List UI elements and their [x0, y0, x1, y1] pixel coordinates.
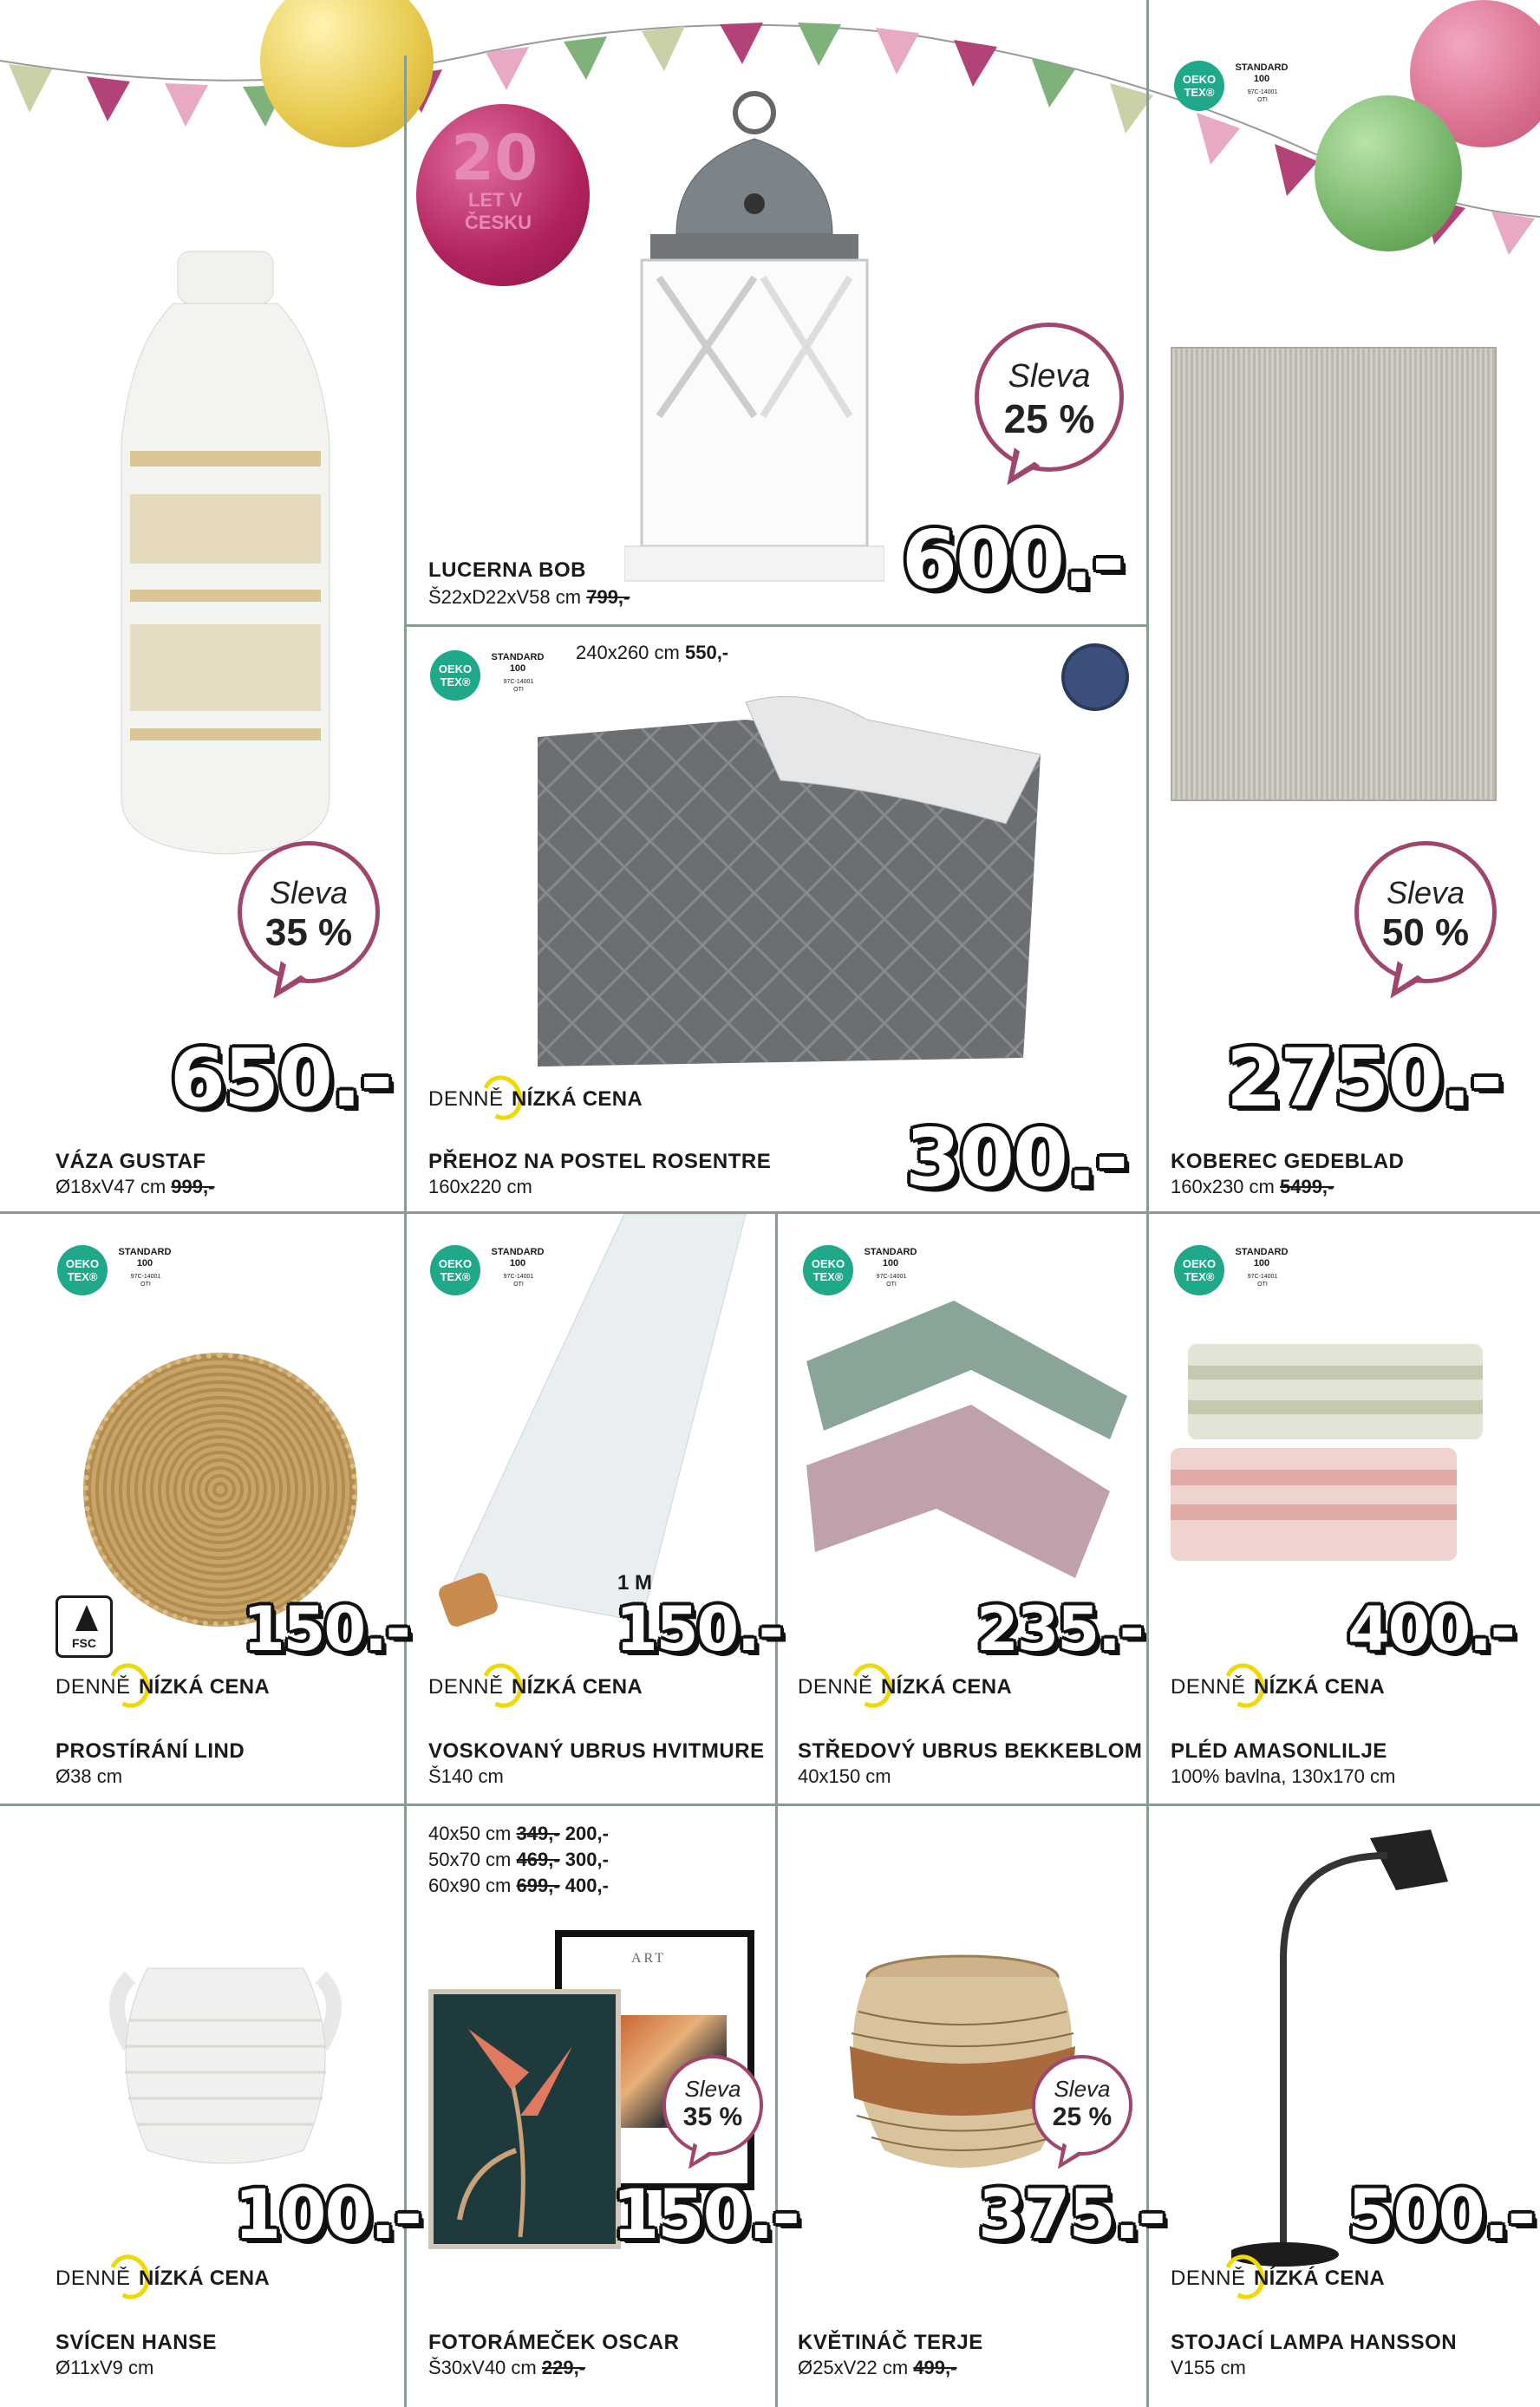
- variant-amount: 550,-: [684, 642, 729, 663]
- denne-nizka-cena-logo: DENNĚ NÍZKÁ CENA: [798, 1663, 1023, 1708]
- oeko-code: 97C-14001 OTI: [1247, 89, 1278, 103]
- product-dim: 100% bavlna, 130x170 cm: [1171, 1765, 1396, 1787]
- denne-nizka-cena-logo: DENNĚ NÍZKÁ CENA: [55, 1663, 281, 1708]
- bedspread-image: [520, 685, 1041, 1075]
- oeko-tex-badge: [1174, 1245, 1304, 1297]
- grid-line: [0, 1804, 1540, 1806]
- discount-word: Sleva: [1054, 2076, 1111, 2102]
- product-name: VOSKOVANÝ UBRUS HVITMURE: [428, 1739, 765, 1763]
- oeko-code: 97C-14001 OTI: [503, 679, 534, 693]
- product-dim: [428, 2357, 585, 2379]
- product-name: FOTORÁMEČEK OSCAR: [428, 2331, 680, 2354]
- tablecloth-roll-image: [434, 1214, 763, 1647]
- price: 100.-: [234, 2176, 421, 2254]
- price: 2750.-: [1226, 1032, 1502, 1125]
- size-row-3: 60x90 cm 699,- 400,-: [428, 1875, 609, 1896]
- product-name: VÁZA GUSTAF: [55, 1150, 206, 1173]
- oeko-tex-badge: [1174, 61, 1304, 113]
- oeko-standard: STANDARD 100: [864, 1247, 917, 1269]
- denne-nizka-cena-logo: DENNĚ NÍZKÁ CENA: [428, 1663, 654, 1708]
- product-dim: 160x220 cm: [428, 1176, 532, 1197]
- product-dim: V155 cm: [1171, 2357, 1246, 2378]
- old-price: 799,-: [586, 586, 630, 608]
- fsc-badge: FSC: [55, 1595, 113, 1658]
- product-name: KVĚTINÁČ TERJE: [798, 2331, 983, 2354]
- product-name: PŘEHOZ NA POSTEL ROSENTRE: [428, 1150, 772, 1173]
- dim-text: Ø25xV22 cm: [798, 2357, 909, 2378]
- discount-percent: 35 %: [682, 2103, 743, 2131]
- balloon-line2: ČESKU: [465, 212, 532, 233]
- old-price: 999,-: [171, 1176, 215, 1197]
- oeko-tex-badge: [57, 1245, 187, 1297]
- oeko-code: 97C-14001 OTI: [503, 1274, 534, 1288]
- bubble-tail: [261, 961, 306, 1007]
- denne-nizka-cena-logo: DENNĚ NÍZKÁ CENA: [428, 1075, 654, 1120]
- throw-blanket-image: [1162, 1327, 1509, 1587]
- old-price: 499,-: [913, 2357, 957, 2378]
- discount-percent: 50 %: [1381, 911, 1470, 954]
- product-name: PROSTÍRÁNÍ LIND: [55, 1739, 245, 1763]
- grid-line: [404, 55, 407, 1211]
- oeko-tex-logo: OEKO TEX®: [57, 1245, 108, 1295]
- size-price-list: [428, 1821, 609, 1899]
- discount-percent: 35 %: [264, 911, 353, 954]
- discount-bubble: [662, 2055, 763, 2156]
- old-price: 229,-: [541, 2357, 586, 2378]
- dim-text: Š30xV40 cm: [428, 2357, 537, 2378]
- balloon-number: 20: [451, 121, 538, 194]
- product-dim: Ø38 cm: [55, 1765, 123, 1787]
- grid-line: [1146, 0, 1149, 1211]
- product-dim: [428, 586, 630, 609]
- color-swatch-blue[interactable]: [1061, 643, 1129, 711]
- product-name: PLÉD AMASONLILJE: [1171, 1739, 1387, 1763]
- product-dim: [55, 1176, 214, 1198]
- bubble-tail: [995, 447, 1040, 493]
- placemat-image: [83, 1353, 357, 1627]
- product-name: KOBEREC GEDEBLAD: [1171, 1150, 1405, 1173]
- oeko-tex-logo: OEKO TEX®: [430, 1245, 480, 1295]
- grid-line: [404, 624, 1148, 627]
- discount-word: Sleva: [269, 875, 349, 910]
- pink-balloon-20-let: [416, 104, 590, 286]
- candle-holder-image: [95, 1951, 356, 2176]
- balloon-line1: LET V: [468, 189, 523, 211]
- price: 150.-: [616, 1594, 782, 1665]
- product-dim: [1171, 1176, 1334, 1198]
- discount-bubble: [238, 841, 380, 983]
- roll-length-label: 1 M: [617, 1571, 653, 1595]
- vase-image: [113, 243, 338, 867]
- price: 150.-: [612, 2176, 799, 2254]
- oeko-standard: STANDARD 100: [1235, 1247, 1289, 1269]
- product-name: LUCERNA BOB: [428, 558, 586, 582]
- oeko-code: 97C-14001 OTI: [876, 1274, 907, 1288]
- price: 400.-: [1348, 1594, 1514, 1665]
- product-name: STŘEDOVÝ UBRUS BEKKEBLOM: [798, 1739, 1143, 1763]
- oeko-tex-badge: [803, 1245, 933, 1297]
- oeko-code: 97C-14001 OTI: [1247, 1274, 1278, 1288]
- variant-dim: 240x260 cm: [576, 642, 680, 663]
- discount-percent: 25 %: [1052, 2103, 1113, 2131]
- dim-text: 160x230 cm: [1171, 1176, 1275, 1197]
- product-dim: Š140 cm: [428, 1765, 504, 1787]
- oeko-standard: STANDARD 100: [491, 1247, 545, 1269]
- table-runner-image: [798, 1292, 1127, 1595]
- discount-bubble: [975, 323, 1124, 472]
- dim-text: Ø18xV47 cm: [55, 1176, 166, 1197]
- oeko-standard: STANDARD 100: [118, 1247, 172, 1269]
- denne-nizka-cena-logo: DENNĚ NÍZKÁ CENA: [55, 2254, 281, 2299]
- price: 150.-: [243, 1594, 409, 1665]
- oeko-code: 97C-14001 OTI: [130, 1274, 161, 1288]
- oeko-standard: STANDARD 100: [1235, 62, 1289, 84]
- grid-line: [0, 1211, 1540, 1214]
- price: 600.-: [902, 513, 1124, 606]
- oeko-tex-logo: OEKO TEX®: [430, 650, 480, 701]
- oeko-tex-logo: OEKO TEX®: [1174, 1245, 1224, 1295]
- discount-percent: 25 %: [1003, 396, 1095, 441]
- lantern-image: [624, 87, 884, 590]
- frame-front-image: [428, 1989, 621, 2249]
- frame-art-label: ART: [631, 1951, 667, 1966]
- product-dim: [798, 2357, 956, 2379]
- price: 235.-: [976, 1594, 1143, 1665]
- discount-bubble: [1032, 2055, 1132, 2156]
- product-name: SVÍCEN HANSE: [55, 2331, 218, 2354]
- size-row-1: 40x50 cm 349,- 200,-: [428, 1823, 609, 1844]
- discount-word: Sleva: [684, 2076, 741, 2102]
- fsc-tree-icon: [75, 1605, 98, 1631]
- product-name: STOJACÍ LAMPA HANSSON: [1171, 2331, 1458, 2354]
- price: 500.-: [1348, 2176, 1534, 2254]
- price: 300.-: [905, 1112, 1127, 1204]
- green-balloon: [1315, 95, 1462, 251]
- bubble-tail: [1378, 961, 1423, 1007]
- dim-text: Š22xD22xV58 cm: [428, 586, 582, 608]
- denne-nizka-cena-logo: DENNĚ NÍZKÁ CENA: [1171, 2254, 1396, 2299]
- bird-of-paradise-art: [434, 1994, 616, 2246]
- size-row-2: 50x70 cm 469,- 300,-: [428, 1849, 609, 1870]
- oeko-tex-logo: OEKO TEX®: [803, 1245, 853, 1295]
- old-price: 5499,-: [1279, 1176, 1334, 1197]
- discount-bubble: [1354, 841, 1497, 983]
- denne-nizka-cena-logo: DENNĚ NÍZKÁ CENA: [1171, 1663, 1396, 1708]
- discount-word: Sleva: [1386, 875, 1465, 910]
- price: 650.-: [170, 1032, 392, 1125]
- product-dim: Ø11xV9 cm: [55, 2357, 154, 2378]
- oeko-standard: STANDARD 100: [491, 652, 545, 674]
- oeko-tex-logo: OEKO TEX®: [1174, 61, 1224, 111]
- discount-word: Sleva: [1008, 358, 1091, 395]
- price: 375.-: [978, 2176, 1165, 2254]
- product-dim: 40x150 cm: [798, 1765, 891, 1787]
- rug-image: [1171, 347, 1497, 801]
- variant-price: [576, 642, 728, 664]
